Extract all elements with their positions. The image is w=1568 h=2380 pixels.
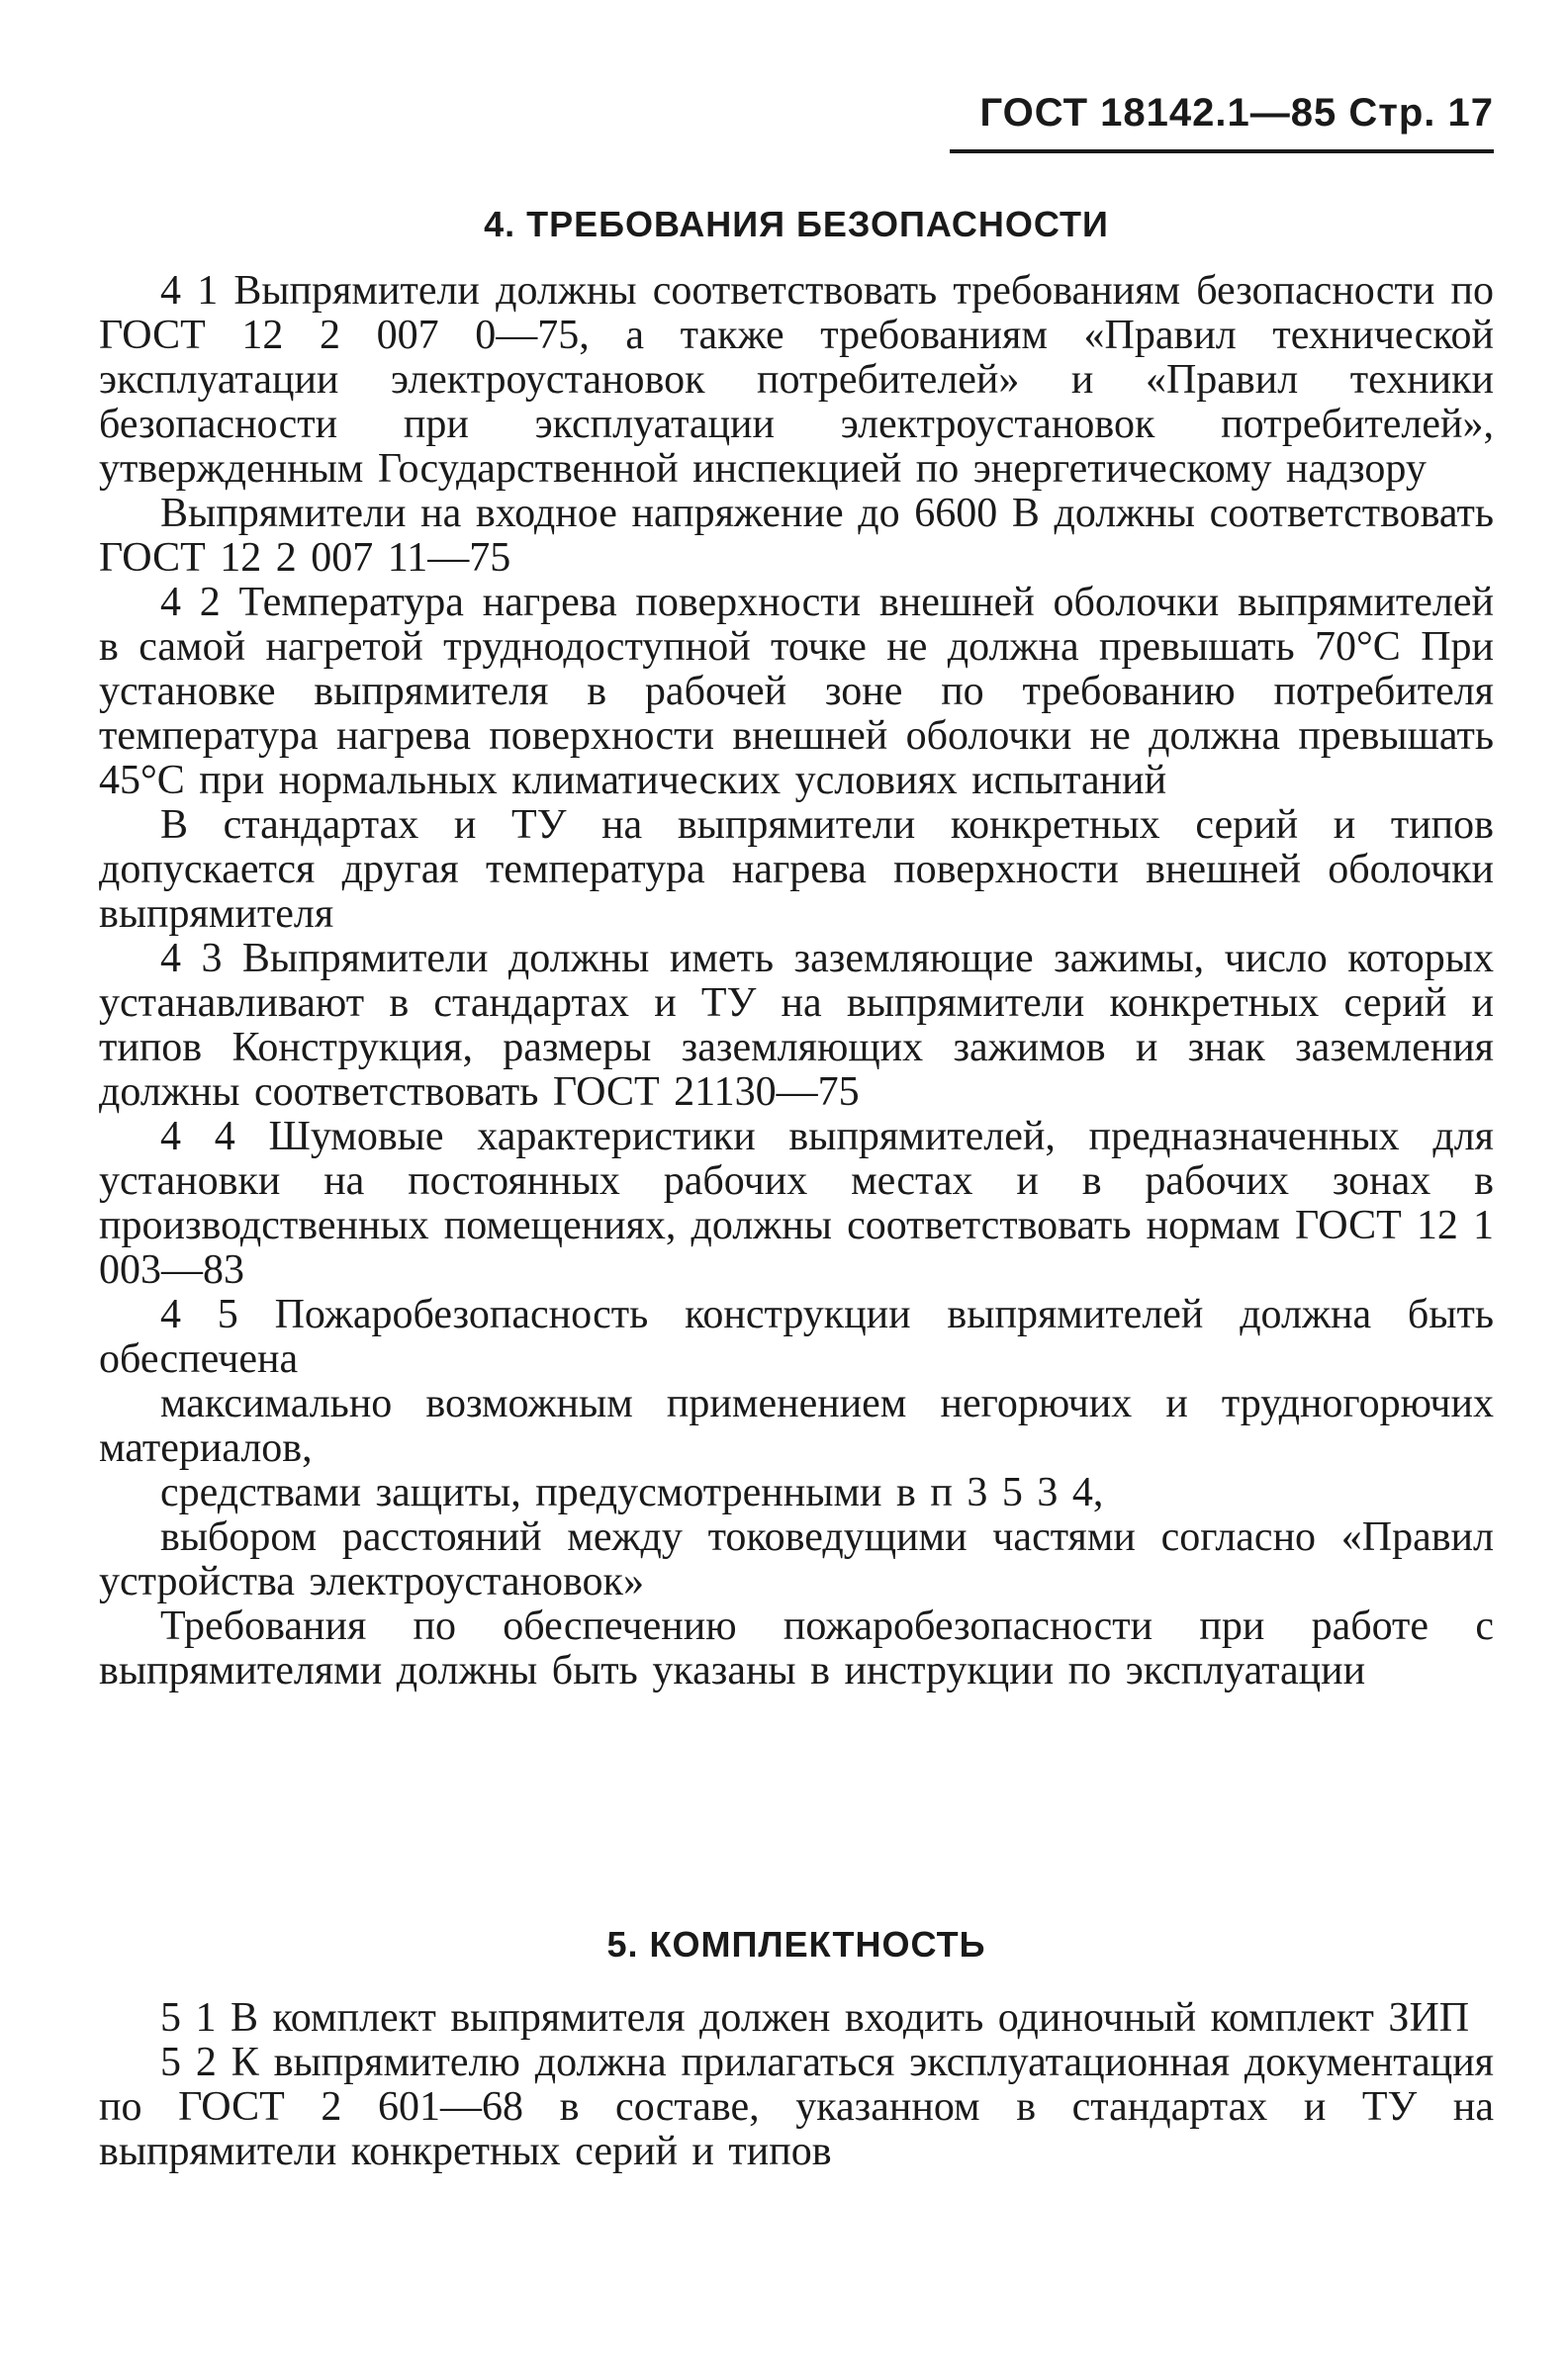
paragraph-5-1: 5 1 В комплект выпрямителя должен входить одиночный комплект ЗИП (160, 1995, 1470, 2041)
paragraph-5-2: 5 2 К выпрямителю должна прилагаться эксплуатационная документация по ГОСТ 2 601—68 в составе, указанном в стандартах и ТУ на выпрямители конкретных серий и типов (99, 2040, 1494, 2174)
section-title-safety: 4. ТРЕБОВАНИЯ БЕЗОПАСНОСТИ (484, 204, 1109, 244)
paragraph-4-1-input-voltage: Выпрямители на входное напряжение до 6600 В должны соответствовать ГОСТ 12 2 007 11—75 (99, 491, 1494, 581)
paragraph-4-1: 4 1 Выпрямители должны соответствовать требованиям безопасности по ГОСТ 12 2 007 0—75, а также требованиям «Правил технической эксплуатации электроустановок потребителей» и «Правил техники безопасности при эксплуатации электроустановок потребителей», утвержденным Государственной инспекцией по энергетическому надзору (99, 268, 1494, 492)
paragraph-4-2-other-temperature: В стандартах и ТУ на выпрямители конкретных серий и типов допускается другая температура нагрева поверхности внешней оболочки выпрямителя (99, 802, 1494, 937)
running-header: ГОСТ 18142.1—85 Стр. 17 (950, 91, 1494, 153)
paragraph-fire-safety-instructions: Требования по обеспечению пожаробезопасности при работе с выпрямителями должны быть указаны в инструкции по эксплуатации (99, 1603, 1494, 1693)
section-body-completeness (99, 1996, 1494, 2174)
paragraph-4-3: 4 3 Выпрямители должны иметь заземляющие зажимы, число которых устанавливают в стандартах и ТУ на выпрямители конкретных серий и типов Конструкция, размеры заземляющих зажимов и знак заземления должны соответствовать ГОСТ 21130—75 (99, 936, 1494, 1115)
list-item-materials: максимально возможным применением негорючих и трудногорючих материалов, (99, 1381, 1494, 1471)
paragraph-4-2: 4 2 Температура нагрева поверхности внешней оболочки выпрямителей в самой нагретой труднодоступной точке не должна превышать 70°С При установке выпрямителя в рабочей зоне по требованию потребителя температура нагрева поверхности внешней оболочки не должна превышать 45°С при нормальных климатических условиях испытаний (99, 580, 1494, 803)
section-body-safety (99, 269, 1494, 1693)
section-title-completeness: 5. КОМПЛЕКТНОСТЬ (606, 1924, 986, 1965)
paragraph-4-4: 4 4 Шумовые характеристики выпрямителей, предназначенных для установки на постоянных рабочих местах и в рабочих зонах в производственных помещениях, должны соответствовать нормам ГОСТ 12 1 003—83 (99, 1114, 1494, 1293)
list-item-distances: выбором расстояний между токоведущими частями согласно «Правил устройства электроустановок» (99, 1514, 1494, 1604)
paragraph-4-5: 4 5 Пожаробезопасность конструкции выпрямителей должна быть обеспечена (99, 1292, 1494, 1382)
list-item-protection: средствами защиты, предусмотренными в п 3 5 3 4, (160, 1470, 1104, 1515)
